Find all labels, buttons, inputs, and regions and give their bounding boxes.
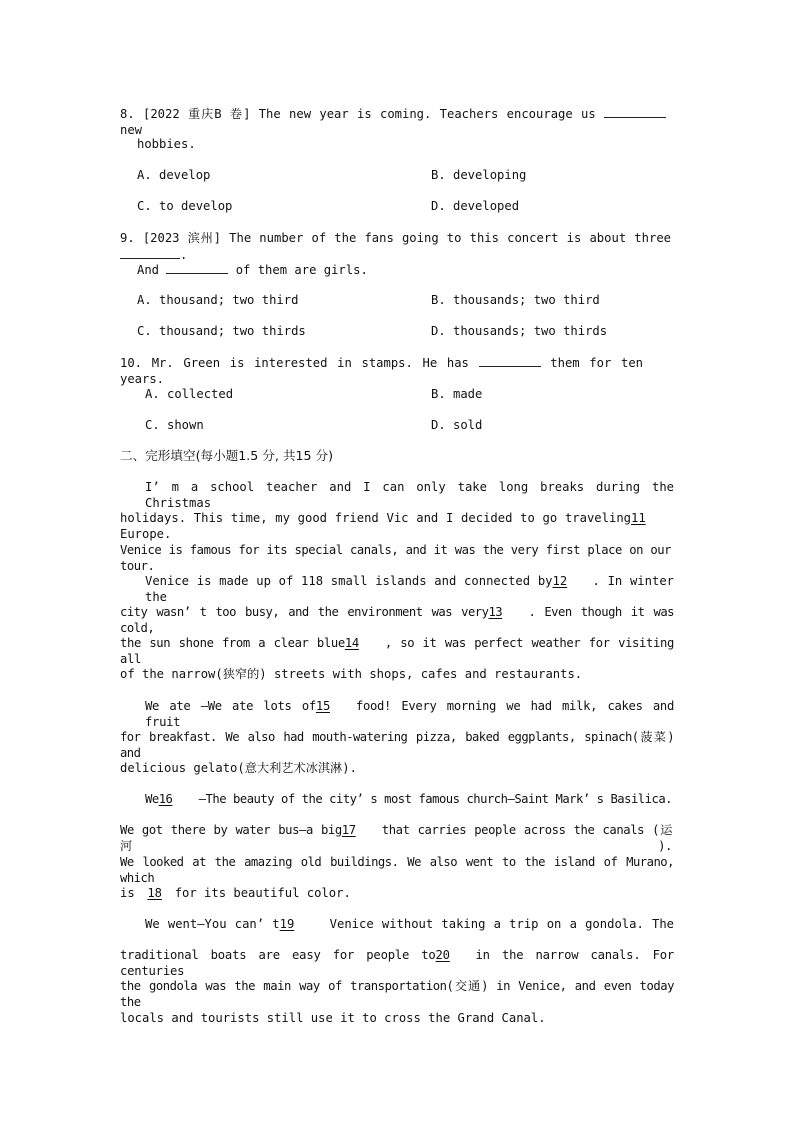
q10-stem-line1 (120, 354, 643, 387)
p5-line1-end: Venice without taking a trip on a gondola. The (329, 917, 674, 931)
passage-p5-line1 (145, 916, 674, 932)
passage-p3-line1 (145, 698, 674, 730)
passage-p2-line4: of the narrow(狭窄的) streets with shops, cafes and restaurants. (120, 667, 583, 681)
q9-stem-text: 9. [2023 滨州] The number of the fans going to this concert is about three (120, 231, 671, 245)
p5-line2-end: in the narrow canals. For centuries (120, 948, 675, 978)
passage-p2-line2 (120, 604, 674, 636)
blank-17: 17 (341, 823, 356, 837)
q8-option-d: D. developed (431, 199, 520, 213)
p5-line2-start: traditional boats are easy for people to (120, 948, 436, 962)
q9-option-c: C. thousand; two thirds (137, 324, 306, 338)
p4-line1-end: —The beauty of the city’ s most famous church—Saint Mark’ s Basilica. (198, 792, 672, 806)
blank-13: 13 (488, 605, 503, 619)
q8-stem-end: new (120, 123, 143, 137)
q10-option-c: C. shown (145, 418, 204, 432)
p2-line1-start: Venice is made up of 118 small islands and connected by (145, 574, 553, 588)
blank-11: 11 (631, 511, 646, 525)
q10-answer-blank (479, 354, 541, 367)
passage-p1-line1: I’ m a school teacher and I can only take long breaks during the Christmas (145, 480, 674, 510)
passage-p5-line2 (120, 947, 674, 979)
q9-line2-start: And (137, 263, 160, 277)
q9-answer-blank-2 (166, 261, 228, 274)
q9-option-d: D. thousands; two thirds (431, 324, 608, 338)
passage-p4-line3: We looked at the amazing old buildings. We also went to the island of Murano, which (120, 855, 674, 885)
q9-line2-end: of them are girls. (235, 263, 368, 277)
p4-line2-start: We got there by water bus—a big (120, 823, 342, 837)
p4-line1-start: We (145, 792, 159, 806)
p2-line2-start: city wasn’ t too busy, and the environment was very (120, 605, 489, 619)
passage-p3-line2: for breakfast. We also had mouth-watering pizza, baked eggplants, spinach(菠菜) and (120, 730, 674, 760)
q8-stem-line2: hobbies. (137, 137, 196, 151)
passage-p5-line3: the gondola was the main way of transportation(交通) in Venice, and even today the (120, 979, 674, 1009)
q9-option-b: B. thousands; two third (431, 293, 600, 307)
q8-stem-line1 (120, 105, 666, 138)
passage-p2-line1 (145, 573, 674, 605)
blank-19: 19 (279, 917, 295, 931)
q9-stem-line2 (137, 261, 368, 278)
q9-option-a: A. thousand; two third (137, 293, 299, 307)
p1-line2-end: Europe. (120, 527, 172, 541)
blank-14: 14 (344, 636, 359, 650)
passage-p4-line4 (120, 885, 351, 901)
p2-line3-start: the sun shone from a clear blue (120, 636, 345, 650)
passage-p3-line3: delicious gelato(意大利艺术冰淇淋). (120, 761, 357, 775)
section-heading: 二、完形填空(每小题1.5 分, 共15 分) (120, 448, 334, 463)
q9-answer-blank-1 (120, 246, 180, 259)
blank-18: 18 (147, 886, 163, 900)
p4-line2-end: that carries people across the canals (运河). (120, 823, 672, 853)
blank-16: 16 (158, 792, 173, 806)
q8-answer-blank (604, 105, 666, 118)
p2-line3-end: , so it was perfect weather for visiting all (120, 636, 674, 666)
p3-line1-end: food! Every morning we had milk, cakes and fruit (145, 699, 674, 729)
passage-p5-line4: locals and tourists still use it to cross the Grand Canal. (120, 1011, 546, 1025)
passage-p1-line2 (120, 510, 671, 542)
q9-stem-line1 (120, 230, 671, 263)
q8-option-b: B. developing (431, 168, 527, 182)
p4-line4-end: for its beautiful color. (174, 886, 351, 900)
blank-20: 20 (435, 948, 450, 962)
p3-line1-start: We ate —We ate lots of (145, 699, 316, 713)
q10-stem-end: them for ten years. (120, 356, 644, 386)
blank-12: 12 (552, 574, 568, 588)
q10-option-b: B. made (431, 387, 483, 401)
p2-line1-end: . In winter the (145, 574, 674, 604)
q8-stem-text: 8. [2022 重庆B 卷] The new year is coming. Teachers encourage us (120, 107, 596, 121)
p5-line1-start: We went—You can’ t (145, 917, 280, 931)
passage-p2-line3 (120, 635, 674, 667)
p4-line4-start: is (120, 886, 135, 900)
q10-option-d: D. sold (431, 418, 483, 432)
q9-stem-end: . (180, 248, 188, 262)
q8-option-a: A. develop (137, 168, 211, 182)
q10-stem-text: 10. Mr. Green is interested in stamps. He has (120, 356, 469, 370)
blank-15: 15 (315, 699, 330, 713)
p2-line2-end: . Even though it was cold, (120, 605, 674, 635)
p1-line2-start: holidays. This time, my good friend Vic and I decided to go traveling (120, 511, 631, 525)
passage-p1-line3: Venice is famous for its special canals, and it was the very first place on our tour. (120, 543, 671, 573)
passage-p4-line1 (145, 791, 672, 807)
q8-option-c: C. to develop (137, 199, 233, 213)
passage-p4-line2 (120, 822, 672, 854)
q10-option-a: A. collected (145, 387, 234, 401)
